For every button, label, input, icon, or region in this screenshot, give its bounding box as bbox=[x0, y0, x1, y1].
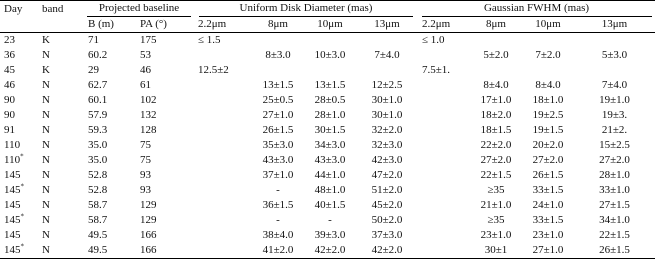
baseline-cell: 57.9 bbox=[88, 109, 108, 121]
g10-cell: 20±2.0 bbox=[532, 139, 564, 151]
footnote-marker: * bbox=[20, 212, 24, 221]
table-row bbox=[0, 198, 655, 213]
ud13-cell: 45±2.0 bbox=[371, 199, 403, 211]
g8-cell: 22±2.0 bbox=[480, 139, 512, 151]
band-cell: N bbox=[42, 79, 50, 91]
pa-cell: 53 bbox=[140, 49, 151, 61]
g13-cell bbox=[574, 33, 655, 49]
band-cell: N bbox=[38, 243, 84, 259]
ud13-cell: 12±2.5 bbox=[371, 79, 403, 91]
ud10-cell bbox=[304, 63, 356, 78]
ud13-cell: 30±1.0 bbox=[371, 94, 403, 106]
group-gauss-header: Gaussian FWHM (mas) bbox=[418, 1, 655, 18]
ud8-cell: 35±3.0 bbox=[262, 139, 294, 151]
pa-cell: 61 bbox=[140, 79, 151, 91]
g8-cell: 30±1 bbox=[470, 243, 522, 259]
ud13-cell: 32±3.0 bbox=[371, 139, 403, 151]
ud22-cell: ≤ 1.5 bbox=[198, 34, 221, 46]
ud10-cell: 28±0.5 bbox=[314, 94, 346, 106]
ud22-cell bbox=[194, 243, 252, 259]
ud8-cell: 25±0.5 bbox=[262, 94, 294, 106]
ud10-cell: 34±3.0 bbox=[314, 139, 346, 151]
table-row bbox=[0, 153, 655, 168]
g8-cell: ≥35 bbox=[487, 214, 505, 226]
band-cell: N bbox=[42, 154, 50, 166]
baseline-cell: 49.5 bbox=[88, 229, 108, 241]
g13-cell: 7±4.0 bbox=[601, 79, 628, 91]
pa-cell: 93 bbox=[140, 184, 151, 196]
baseline-cell: 49.5 bbox=[84, 243, 136, 259]
ud10-cell: 42±2.0 bbox=[304, 243, 356, 259]
g13-cell: 22±1.5 bbox=[599, 229, 630, 241]
pa-cell: 102 bbox=[140, 94, 157, 106]
pa-cell: 175 bbox=[140, 34, 157, 46]
day-cell: 145* bbox=[4, 182, 24, 196]
ud8-cell: 36±1.5 bbox=[262, 199, 294, 211]
ud10-cell: 48±1.0 bbox=[314, 184, 346, 196]
ud22-cell bbox=[194, 123, 252, 138]
g10-cell: 27±1.0 bbox=[522, 243, 574, 259]
ud13-cell: 7±4.0 bbox=[374, 49, 400, 61]
band-cell: N bbox=[42, 199, 50, 211]
g10-cell: 18±1.0 bbox=[532, 94, 564, 106]
ud8-cell: 27±1.0 bbox=[262, 109, 294, 121]
day-cell: 145* bbox=[4, 212, 24, 226]
col-band-header: band bbox=[38, 1, 84, 18]
g22-cell bbox=[418, 93, 470, 108]
band-cell: N bbox=[42, 169, 50, 181]
ud22-cell bbox=[194, 183, 252, 198]
footnote-marker: * bbox=[20, 182, 24, 191]
g10-cell: 33±1.5 bbox=[532, 214, 564, 226]
header-row-columns bbox=[0, 17, 655, 33]
ud22-cell bbox=[194, 93, 252, 108]
baseline-cell: 60.1 bbox=[88, 94, 108, 106]
col-pa-header: PA (°) bbox=[136, 17, 194, 33]
pa-cell: 75 bbox=[140, 139, 151, 151]
ud22-cell bbox=[194, 153, 252, 168]
table-row bbox=[0, 243, 655, 259]
day-cell: 145 bbox=[4, 169, 21, 181]
ud13-cell: 37±3.0 bbox=[371, 229, 403, 241]
g10-cell: 24±1.0 bbox=[532, 199, 564, 211]
g8-cell: 23±1.0 bbox=[480, 229, 512, 241]
g13-cell: 19±1.0 bbox=[599, 94, 630, 106]
day-cell: 23 bbox=[4, 34, 15, 46]
g10-cell: 19±2.5 bbox=[532, 109, 564, 121]
ud13-cell: 42±2.0 bbox=[356, 243, 418, 259]
ud13-cell bbox=[356, 63, 418, 78]
ud10-cell: 13±1.5 bbox=[314, 79, 346, 91]
day-cell: 145 bbox=[4, 229, 21, 241]
g22-cell: ≤ 1.0 bbox=[422, 34, 445, 46]
ud8-cell: - bbox=[276, 214, 280, 226]
ud8-cell: 43±3.0 bbox=[262, 154, 294, 166]
pa-cell: 129 bbox=[140, 199, 157, 211]
g10-cell: 33±1.5 bbox=[532, 184, 564, 196]
ud13-cell: 50±2.0 bbox=[371, 214, 403, 226]
g22-cell bbox=[418, 243, 470, 259]
ud10-cell: 40±1.5 bbox=[314, 199, 346, 211]
g13-cell: 34±1.0 bbox=[599, 214, 630, 226]
ud8-cell: - bbox=[276, 184, 280, 196]
table-row bbox=[0, 123, 655, 138]
ud13-cell: 42±3.0 bbox=[371, 154, 403, 166]
day-cell: 145 bbox=[4, 199, 21, 211]
ud22-cell bbox=[194, 213, 252, 228]
pa-cell: 129 bbox=[140, 214, 157, 226]
g10-cell bbox=[522, 63, 574, 78]
ud13-cell: 47±2.0 bbox=[371, 169, 403, 181]
band-cell: N bbox=[42, 184, 50, 196]
g22-cell bbox=[418, 168, 470, 183]
table-row bbox=[0, 63, 655, 78]
col-day-header: Day bbox=[0, 1, 38, 18]
ud22-cell bbox=[194, 78, 252, 93]
col-ud13-header: 13μm bbox=[356, 17, 418, 33]
g8-cell bbox=[470, 33, 522, 49]
table-row bbox=[0, 168, 655, 183]
g22-cell bbox=[418, 78, 470, 93]
band-cell: N bbox=[42, 139, 50, 151]
day-cell: 90 bbox=[4, 109, 15, 121]
g22-cell bbox=[418, 153, 470, 168]
g13-cell: 27±2.0 bbox=[599, 154, 630, 166]
table-row bbox=[0, 108, 655, 123]
g13-cell: 27±1.5 bbox=[599, 199, 630, 211]
g8-cell: 8±4.0 bbox=[483, 79, 509, 91]
g13-cell: 5±3.0 bbox=[601, 49, 628, 61]
day-cell: 110* bbox=[4, 152, 24, 166]
table-body bbox=[0, 33, 655, 259]
footnote-marker: * bbox=[20, 242, 24, 251]
g10-cell bbox=[522, 33, 574, 49]
ud8-cell: 26±1.5 bbox=[262, 124, 294, 136]
g13-cell: 19±3. bbox=[601, 109, 628, 121]
ud13-cell: 32±2.0 bbox=[371, 124, 403, 136]
g22-cell: 7.5±1. bbox=[422, 64, 451, 76]
day-cell: 90 bbox=[4, 94, 15, 106]
ud10-cell: - bbox=[328, 214, 332, 226]
day-cell: 110 bbox=[4, 139, 21, 151]
ud8-cell: 37±1.0 bbox=[262, 169, 294, 181]
day-cell: 36 bbox=[4, 49, 15, 61]
g13-cell bbox=[574, 63, 655, 78]
ud10-cell: 39±3.0 bbox=[314, 229, 346, 241]
group-baseline-header: Projected baseline bbox=[84, 1, 194, 18]
ud22-cell bbox=[194, 198, 252, 213]
ud10-cell: 44±1.0 bbox=[314, 169, 346, 181]
baseline-cell: 52.8 bbox=[88, 169, 108, 181]
table-row bbox=[0, 78, 655, 93]
g8-cell bbox=[470, 63, 522, 78]
g8-cell: 5±2.0 bbox=[483, 49, 509, 61]
g13-cell: 33±1.0 bbox=[599, 184, 630, 196]
baseline-cell: 62.7 bbox=[88, 79, 108, 91]
table-row bbox=[0, 48, 655, 63]
pa-cell: 93 bbox=[140, 169, 151, 181]
day-cell: 91 bbox=[4, 124, 15, 136]
g8-cell: 18±1.5 bbox=[480, 124, 512, 136]
g22-cell bbox=[418, 198, 470, 213]
ud10-cell: 30±1.5 bbox=[314, 124, 346, 136]
footnote-marker: * bbox=[20, 152, 24, 161]
col-ud8-header: 8μm bbox=[252, 17, 304, 33]
ud10-cell: 28±1.0 bbox=[314, 109, 346, 121]
band-cell: N bbox=[42, 94, 50, 106]
g10-cell: 8±4.0 bbox=[535, 79, 561, 91]
ud22-cell bbox=[194, 108, 252, 123]
ud22-cell bbox=[194, 48, 252, 63]
ud8-cell bbox=[252, 63, 304, 78]
g8-cell: 22±1.5 bbox=[480, 169, 512, 181]
col-ud22-header: 2.2μm bbox=[194, 17, 252, 33]
g22-cell bbox=[418, 123, 470, 138]
baseline-cell: 59.3 bbox=[88, 124, 108, 136]
ud13-cell: 51±2.0 bbox=[371, 184, 403, 196]
ud22-cell bbox=[194, 168, 252, 183]
table-row bbox=[0, 138, 655, 153]
baseline-cell: 60.2 bbox=[88, 49, 108, 61]
g8-cell: 18±2.0 bbox=[480, 109, 512, 121]
pa-cell: 166 bbox=[136, 243, 194, 259]
col-b-header: B (m) bbox=[84, 17, 136, 33]
ud22-cell: 12.5±2 bbox=[198, 64, 229, 76]
g13-cell: 26±1.5 bbox=[574, 243, 655, 259]
g10-cell: 26±1.5 bbox=[532, 169, 564, 181]
ud13-cell bbox=[356, 33, 418, 49]
ud10-cell bbox=[304, 33, 356, 49]
band-cell: N bbox=[42, 229, 50, 241]
ud8-cell: 8±3.0 bbox=[265, 49, 291, 61]
g8-cell: 17±1.0 bbox=[480, 94, 512, 106]
ud8-cell: 41±2.0 bbox=[252, 243, 304, 259]
g22-cell bbox=[418, 183, 470, 198]
baseline-cell: 29 bbox=[88, 64, 99, 76]
baseline-cell: 58.7 bbox=[88, 214, 108, 226]
g22-cell bbox=[418, 228, 470, 243]
g10-cell: 23±1.0 bbox=[532, 229, 564, 241]
pa-cell: 128 bbox=[140, 124, 157, 136]
col-g22-header: 2.2μm bbox=[418, 17, 470, 33]
band-cell: K bbox=[42, 64, 50, 76]
ud22-cell bbox=[194, 228, 252, 243]
header-row-groups bbox=[0, 1, 655, 18]
pa-cell: 46 bbox=[140, 64, 151, 76]
g22-cell bbox=[418, 213, 470, 228]
g22-cell bbox=[418, 138, 470, 153]
band-cell: N bbox=[42, 49, 50, 61]
g10-cell: 19±1.5 bbox=[532, 124, 564, 136]
g10-cell: 7±2.0 bbox=[535, 49, 561, 61]
band-cell: N bbox=[42, 109, 50, 121]
col-g8-header: 8μm bbox=[470, 17, 522, 33]
g22-cell bbox=[418, 108, 470, 123]
day-cell: 45 bbox=[4, 64, 15, 76]
ud10-cell: 43±3.0 bbox=[314, 154, 346, 166]
col-g10-header: 10μm bbox=[522, 17, 574, 33]
pa-cell: 132 bbox=[140, 109, 157, 121]
pa-cell: 166 bbox=[140, 229, 157, 241]
g8-cell: ≥35 bbox=[487, 184, 505, 196]
ud8-cell bbox=[252, 33, 304, 49]
col-g13-header: 13μm bbox=[574, 17, 655, 33]
g10-cell: 27±2.0 bbox=[532, 154, 564, 166]
g13-cell: 15±2.5 bbox=[599, 139, 630, 151]
table-row bbox=[0, 213, 655, 228]
band-cell: K bbox=[42, 34, 50, 46]
table-row bbox=[0, 93, 655, 108]
baseline-cell: 58.7 bbox=[88, 199, 108, 211]
baseline-cell: 71 bbox=[88, 34, 99, 46]
ud8-cell: 38±4.0 bbox=[262, 229, 294, 241]
g22-cell bbox=[418, 48, 470, 63]
g13-cell: 21±2. bbox=[601, 124, 628, 136]
ud10-cell: 10±3.0 bbox=[314, 49, 346, 61]
baseline-cell: 35.0 bbox=[88, 154, 108, 166]
pa-cell: 75 bbox=[140, 154, 151, 166]
g13-cell: 28±1.0 bbox=[599, 169, 630, 181]
g8-cell: 21±1.0 bbox=[480, 199, 512, 211]
baseline-cell: 52.8 bbox=[88, 184, 108, 196]
day-cell: 145* bbox=[0, 243, 38, 259]
band-cell: N bbox=[42, 214, 50, 226]
table-row bbox=[0, 33, 655, 49]
col-ud10-header: 10μm bbox=[304, 17, 356, 33]
ud8-cell: 13±1.5 bbox=[262, 79, 294, 91]
ud13-cell: 30±1.0 bbox=[371, 109, 403, 121]
table-row bbox=[0, 183, 655, 198]
table-row bbox=[0, 228, 655, 243]
g8-cell: 27±2.0 bbox=[480, 154, 512, 166]
ud22-cell bbox=[194, 138, 252, 153]
group-ud-header: Uniform Disk Diameter (mas) bbox=[194, 1, 418, 18]
day-cell: 46 bbox=[4, 79, 15, 91]
baseline-cell: 35.0 bbox=[88, 139, 108, 151]
band-cell: N bbox=[42, 124, 50, 136]
